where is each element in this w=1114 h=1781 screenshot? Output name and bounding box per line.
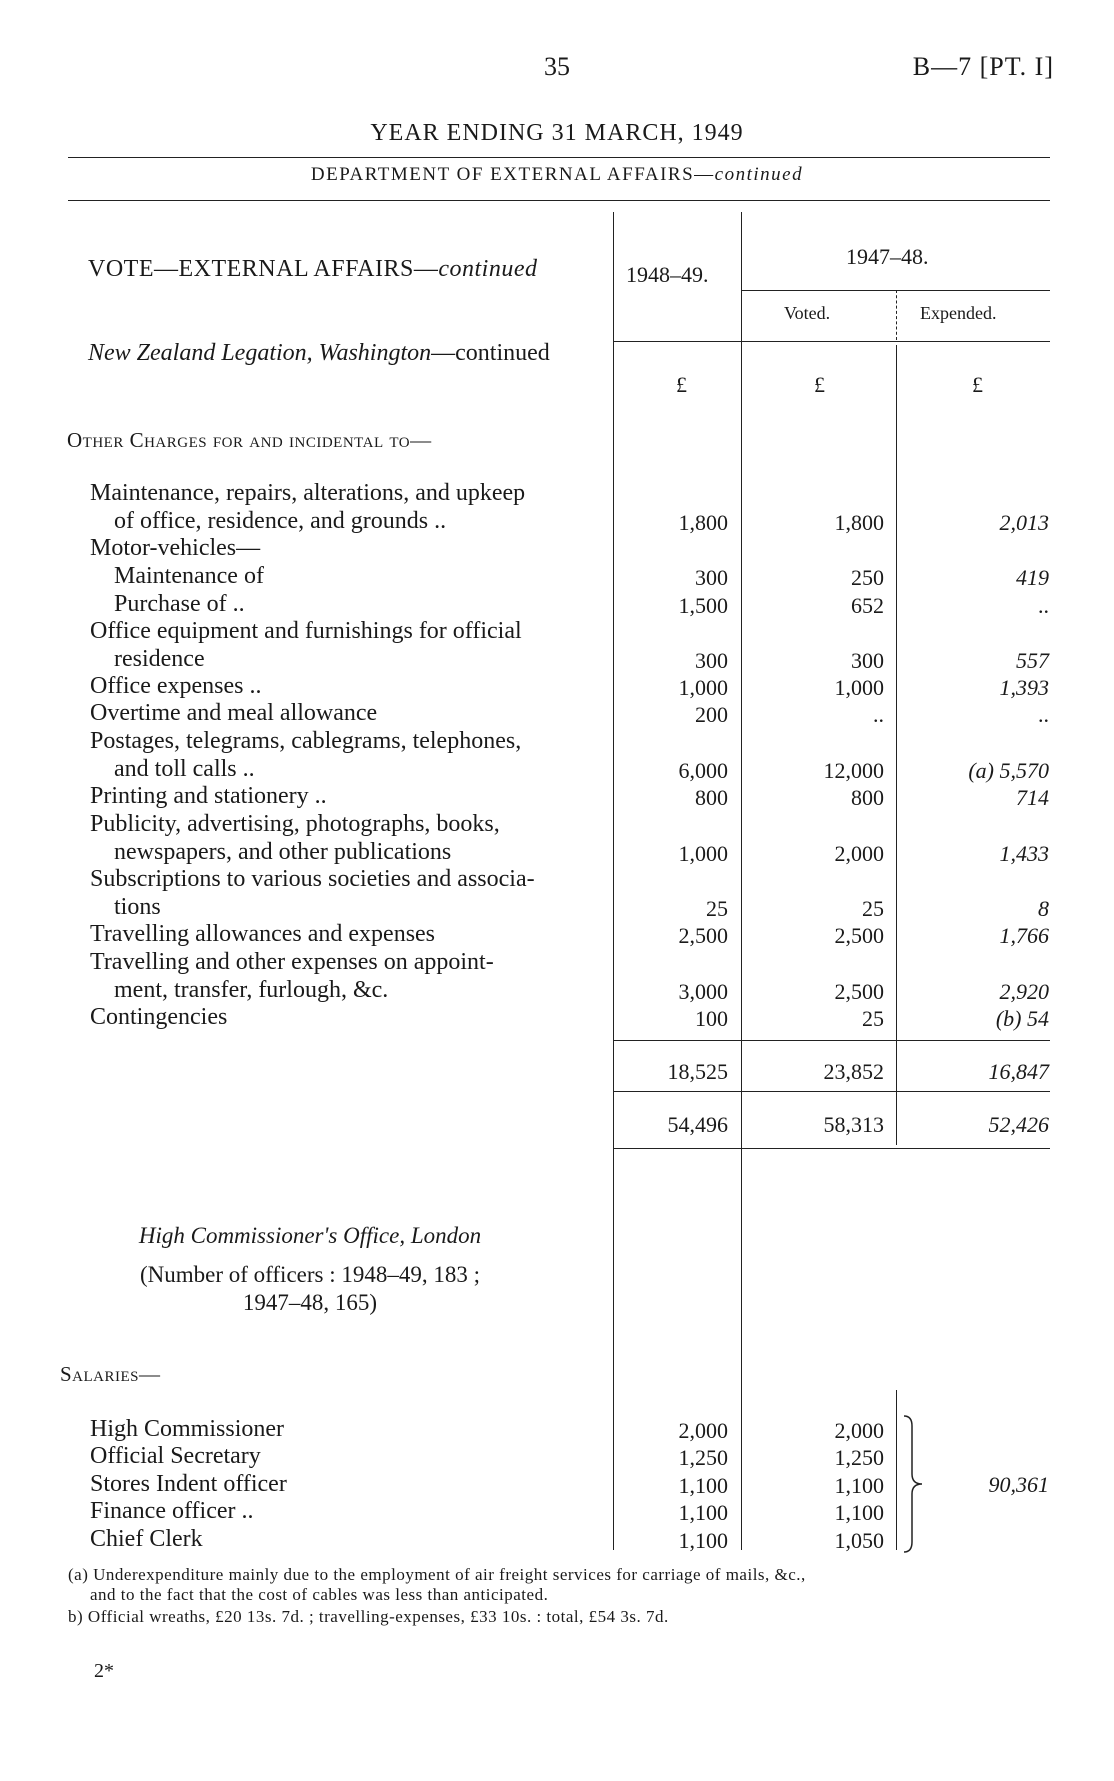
value-1948: 2,500 bbox=[678, 923, 728, 948]
value-expended: 419 bbox=[1016, 565, 1049, 590]
signature-mark: 2* bbox=[94, 1660, 114, 1682]
value-voted: 2,000 bbox=[834, 841, 884, 866]
item-travelling-appointment-line1: Travelling and other expenses on appoint- bbox=[90, 949, 494, 975]
value-1948: 800 bbox=[695, 785, 728, 810]
total-voted: 58,313 bbox=[823, 1112, 884, 1137]
value-voted: 2,500 bbox=[834, 923, 884, 948]
document-reference: B—7 [PT. I] bbox=[912, 52, 1054, 81]
value-1948: 1,100 bbox=[678, 1500, 728, 1525]
brace-icon bbox=[900, 1412, 930, 1557]
column-divider-3b bbox=[896, 1390, 897, 1550]
total-bottom-rule bbox=[613, 1148, 1050, 1149]
value-voted: .. bbox=[873, 702, 884, 727]
item-travelling-appointment-line2: ment, transfer, furlough, &c. bbox=[114, 977, 389, 1003]
subtotal-rule bbox=[613, 1040, 1050, 1041]
value-expended: (a) 5,570 bbox=[968, 758, 1049, 783]
value-1948: 2,000 bbox=[678, 1418, 728, 1443]
salaries-expended-total: 90,361 bbox=[988, 1472, 1049, 1497]
value-voted: 1,050 bbox=[834, 1528, 884, 1553]
item-office-equipment-line2: residence bbox=[114, 646, 205, 672]
col-expended: Expended. bbox=[920, 303, 997, 323]
value-expended: 1,433 bbox=[999, 841, 1049, 866]
value-voted: 300 bbox=[851, 648, 884, 673]
value-1948: 100 bbox=[695, 1006, 728, 1031]
col-1947-48: 1947–48. bbox=[846, 244, 929, 269]
value-voted: 1,100 bbox=[834, 1473, 884, 1498]
vote-title: VOTE—EXTERNAL AFFAIRS—continued bbox=[88, 256, 538, 282]
value-1948: 300 bbox=[695, 565, 728, 590]
value-1948: 1,000 bbox=[678, 841, 728, 866]
currency-expended: £ bbox=[972, 372, 983, 397]
department-rule bbox=[68, 200, 1050, 201]
value-1948: 1,500 bbox=[678, 593, 728, 618]
value-voted: 1,100 bbox=[834, 1500, 884, 1525]
page-number: 35 bbox=[544, 52, 570, 81]
item-contingencies: Contingencies bbox=[90, 1004, 228, 1030]
item-publicity-line2: newspapers, and other publications bbox=[114, 839, 452, 865]
officers-count-line1: (Number of officers : 1948–49, 183 ; bbox=[139, 1262, 481, 1287]
col-1948-49: 1948–49. bbox=[626, 262, 709, 287]
salary-high-commissioner: High Commissioner bbox=[90, 1416, 285, 1442]
value-1948: 25 bbox=[706, 896, 728, 921]
item-postages-line1: Postages, telegrams, cablegrams, telephones, bbox=[90, 728, 522, 754]
footnote-b: b) Official wreaths, £20 13s. 7d. ; travelling-expenses, £33 10s. : total, £54 3s. 7d. bbox=[68, 1607, 669, 1626]
value-voted: 2,000 bbox=[834, 1418, 884, 1443]
value-voted: 1,000 bbox=[834, 675, 884, 700]
value-expended: (b) 54 bbox=[995, 1006, 1049, 1031]
value-voted: 1,800 bbox=[834, 510, 884, 535]
subtotal-voted: 23,852 bbox=[823, 1059, 884, 1084]
total-1948: 54,496 bbox=[667, 1112, 728, 1137]
subheader-rule bbox=[741, 290, 1050, 291]
header-rule bbox=[68, 157, 1050, 158]
value-expended: 714 bbox=[1016, 785, 1049, 810]
item-office-expenses: Office expenses .. bbox=[90, 673, 262, 699]
value-voted: 25 bbox=[862, 1006, 884, 1031]
item-motor-vehicles: Motor-vehicles— bbox=[90, 535, 261, 561]
item-subscriptions-line2: tions bbox=[114, 894, 161, 920]
item-postages-line2: and toll calls .. bbox=[114, 756, 255, 782]
officers-count-line2: 1947–48, 165) bbox=[242, 1290, 378, 1315]
other-charges-heading: Other Charges for and incidental to— bbox=[67, 428, 432, 452]
value-1948: 1,800 bbox=[678, 510, 728, 535]
item-maintenance-line2: of office, residence, and grounds .. bbox=[114, 508, 447, 534]
value-voted: 250 bbox=[851, 565, 884, 590]
legation-heading: New Zealand Legation, Washington—continued bbox=[88, 340, 550, 366]
value-expended: 1,766 bbox=[999, 923, 1049, 948]
salaries-heading: Salaries— bbox=[60, 1362, 161, 1386]
value-1948: 1,250 bbox=[678, 1445, 728, 1470]
column-divider-3a bbox=[896, 290, 897, 340]
value-1948: 1,000 bbox=[678, 675, 728, 700]
value-1948: 1,100 bbox=[678, 1528, 728, 1553]
value-expended: .. bbox=[1038, 593, 1049, 618]
value-voted: 12,000 bbox=[823, 758, 884, 783]
high-commissioner-heading: High Commissioner's Office, London bbox=[138, 1223, 482, 1248]
value-expended: 2,013 bbox=[999, 510, 1049, 535]
column-divider-2 bbox=[741, 212, 742, 1550]
item-office-equipment-line1: Office equipment and furnishings for official bbox=[90, 618, 522, 644]
item-publicity-line1: Publicity, advertising, photographs, books, bbox=[90, 811, 500, 837]
value-expended: 2,920 bbox=[999, 979, 1049, 1004]
footnote-a-line2: and to the fact that the cost of cables was less than anticipated. bbox=[90, 1585, 549, 1604]
currency-voted: £ bbox=[814, 372, 825, 397]
value-voted: 2,500 bbox=[834, 979, 884, 1004]
value-voted: 652 bbox=[851, 593, 884, 618]
value-voted: 800 bbox=[851, 785, 884, 810]
colhead-bottom-rule bbox=[613, 341, 1050, 342]
value-1948: 3,000 bbox=[678, 979, 728, 1004]
value-expended: 8 bbox=[1038, 896, 1049, 921]
value-1948: 6,000 bbox=[678, 758, 728, 783]
column-divider-1 bbox=[613, 212, 614, 1550]
year-title: YEAR ENDING 31 MARCH, 1949 bbox=[370, 120, 744, 146]
item-overtime: Overtime and meal allowance bbox=[90, 700, 378, 726]
value-1948: 200 bbox=[695, 702, 728, 727]
department-title: DEPARTMENT OF EXTERNAL AFFAIRS—continued bbox=[310, 164, 804, 185]
salary-finance-officer: Finance officer .. bbox=[90, 1498, 254, 1524]
value-voted: 1,250 bbox=[834, 1445, 884, 1470]
subtotal-1948: 18,525 bbox=[667, 1059, 728, 1084]
item-printing: Printing and stationery .. bbox=[90, 783, 327, 809]
value-expended: 557 bbox=[1016, 648, 1049, 673]
salary-official-secretary: Official Secretary bbox=[90, 1443, 261, 1469]
value-1948: 1,100 bbox=[678, 1473, 728, 1498]
value-expended: 1,393 bbox=[999, 675, 1049, 700]
currency-1948: £ bbox=[676, 372, 687, 397]
salary-chief-clerk: Chief Clerk bbox=[90, 1526, 203, 1552]
item-subscriptions-line1: Subscriptions to various societies and associa- bbox=[90, 866, 535, 892]
column-divider-3 bbox=[896, 345, 897, 1145]
value-voted: 25 bbox=[862, 896, 884, 921]
value-1948: 300 bbox=[695, 648, 728, 673]
salary-stores-indent-officer: Stores Indent officer bbox=[90, 1471, 287, 1497]
item-motor-purchase: Purchase of .. bbox=[114, 591, 245, 617]
item-maintenance-line1: Maintenance, repairs, alterations, and upkeep bbox=[90, 480, 526, 506]
total-expended: 52,426 bbox=[988, 1112, 1049, 1137]
total-rule bbox=[613, 1091, 1050, 1092]
col-voted: Voted. bbox=[784, 303, 831, 323]
subtotal-expended: 16,847 bbox=[988, 1059, 1049, 1084]
item-travelling-allowances: Travelling allowances and expenses bbox=[90, 921, 436, 947]
item-motor-maintenance: Maintenance of bbox=[114, 563, 264, 589]
value-expended: .. bbox=[1038, 702, 1049, 727]
footnote-a-line1: (a) Underexpenditure mainly due to the employment of air freight services for carriage of mails, &c., bbox=[68, 1565, 806, 1584]
